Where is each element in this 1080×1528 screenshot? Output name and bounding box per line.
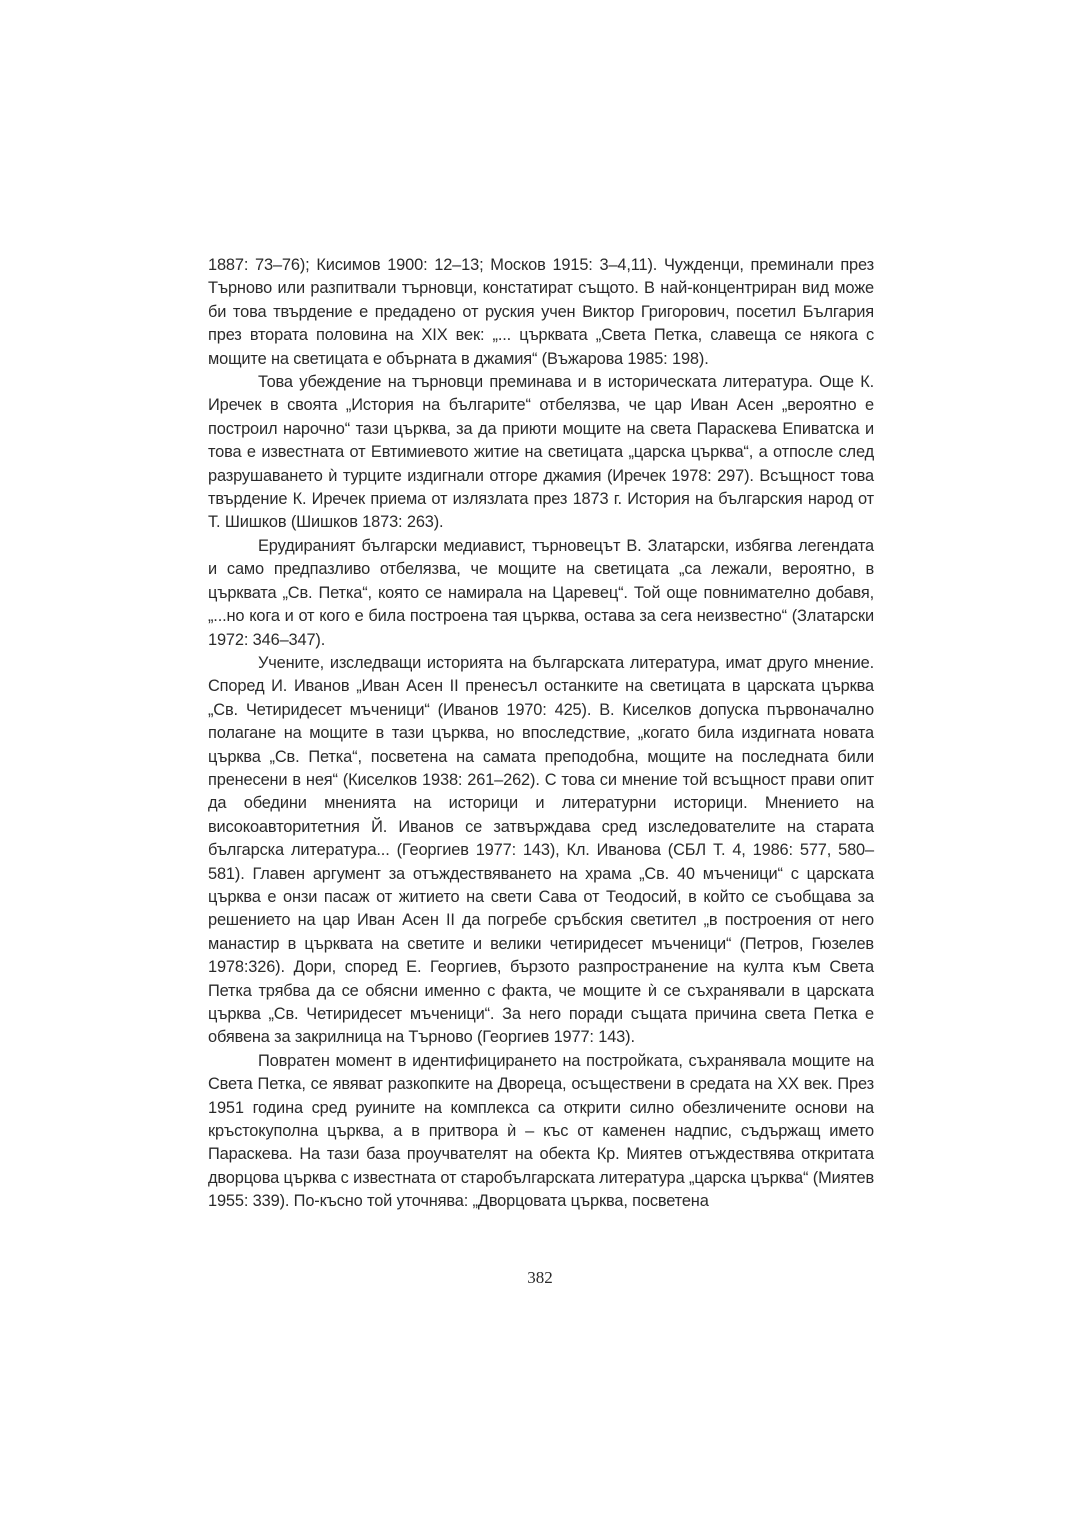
paragraph-2: Това убеждение на търновци преминава и в историческата литература. Още К. Иречек в своята „История на българите“ отбелязва, че цар Иван Асен „вероятно е построил нарочно“ тази църква, за да приюти мощите на света Параскева Епиватска и това е известната от Евтимиевото житие на светицата „царска църква“, а отпосле след разрушаването ѝ турците издигнали отгоре джамия (Иречек 1978: 297). Всъщност това твърдение К. Иречек приема от излязлата през 1873 г. История на българския народ от Т. Шишков (Шишков 1873: 263). [208,373,874,532]
body-text [208,254,874,1214]
paragraph-4: Учените, изследващи историята на българската литература, имат друго мнение. Според И. Иванов „Иван Асен II пренесъл останките на светицата в царската църква „Св. Четиридесет мъченици“ (Иванов 1970: 425). В. Киселков допуска първоначално полагане на мощите в тази църква, но впоследствие, „когато била издигната новата църква „Св. Петка“, посветена на самата преподобна, мощите на последната били пренесени в нея“ (Киселков 1938: 261–262). С това си мнение той всъщност прави опит да обедини мненията на историци и литературни историци. Мнението на високоавторитетния Й. Иванов се затвърждава сред изследователите на старата българска литература... (Георгиев 1977: 143), Кл. Иванова (СБЛ Т. 4, 1986: 577, 580–581). Главен аргумент за отъждествяването на храма „Св. 40 мъченици“ с царската църква е онзи пасаж от житието на свети Сава от Теодосий, в който се съобщава за решението на цар Иван Асен II да погребе сръбския светител „в построения от него манастир в църквата на светите и велики четиридесет мъченици“ (Петров, Гюзелев 1978:326). Дори, според Е. Георгиев, бързото разпространение на култа към Света Петка трябва да се обясни именно с факта, че мощите ѝ се съхранявали в царската църква „Св. Четиридесет мъченици“. За него поради същата причина света Петка е обявена за закрилница на Търново (Георгиев 1977: 143). [208,653,874,1047]
page-number: 382 [527,1268,553,1287]
paragraph-3: Ерудираният български медиавист, търновецът В. Златарски, избягва легендата и само предпазливо отбелязва, че мощите на светицата „са лежали, вероятно, в църквата „Св. Петка“, която се намирала на Царевец“. Той още повнимателно добавя, „...но кога и от кого е била построена тая църква, остава за сега неизвестно“ (Златарски 1972: 346–347). [208,536,874,649]
paragraph-5: Повратен момент в идентифицирането на постройката, съхранявала мощите на Света Петка, се явяват разкопките на Двореца, осъществени в средата на XX век. През 1951 година сред руините на комплекса са открити силно обезличените основи на кръстокуполна църква, а в притвора ѝ – къс от каменен надпис, съдържащ името Параскева. На тази база проучвателят на обекта Кр. Миятев отъждествява откритата дворцова църква с известната от старобългарската литература „царска църква“ (Миятев 1955: 339). По-късно той уточнява: „Дворцовата църква, посветена [208,1051,874,1211]
paragraph-1: 1887: 73–76); Кисимов 1900: 12–13; Москов 1915: 3–4,11). Чужденци, преминали през Търново или разпитвали търновци, констатират същото. В най-концентриран вид може би това твърдение е предадено от руския учен Виктор Григорович, посетил България през втората половина на XIX век: „... църквата „Света Петка, славеща се някога с мощите на светицата е обърната в джамия“ (Въжарова 1985: 198). [208,256,874,368]
